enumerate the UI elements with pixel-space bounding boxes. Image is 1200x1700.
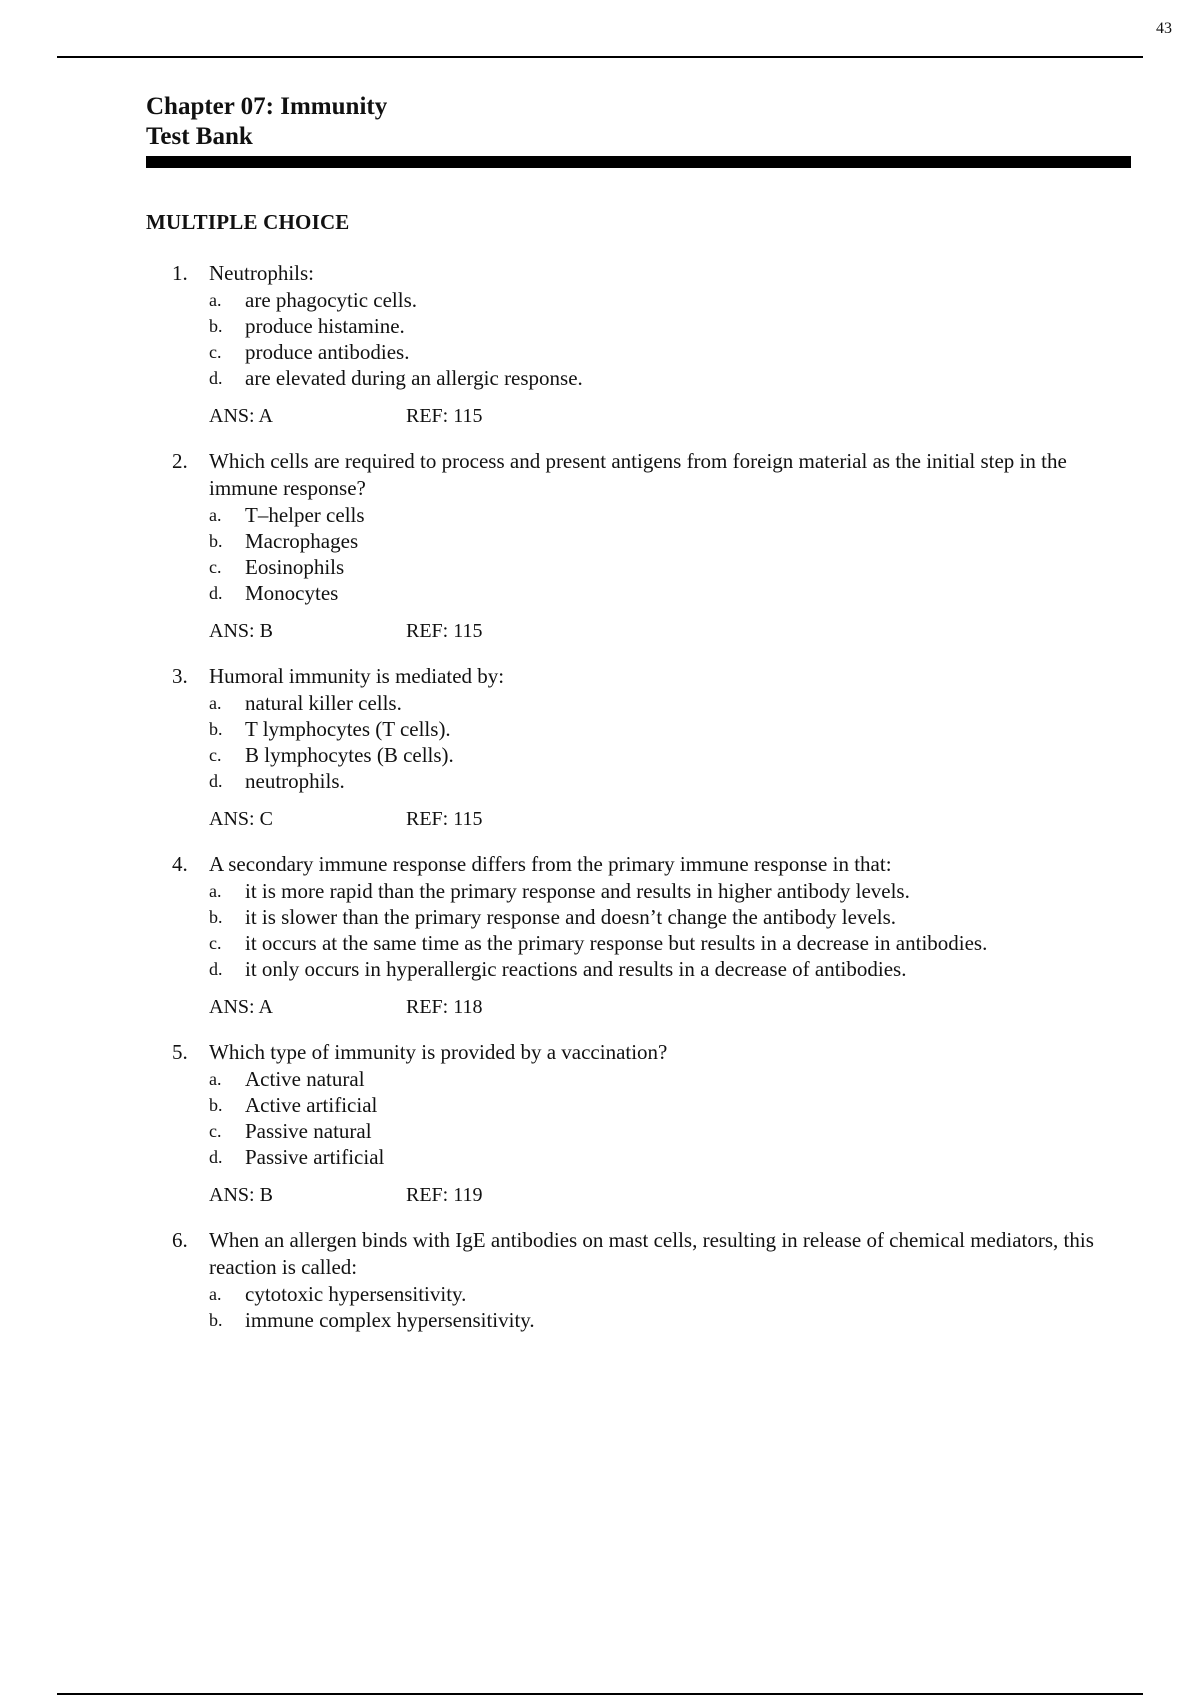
question-number: 3. — [172, 664, 188, 688]
option-text: immune complex hypersensitivity. — [245, 1308, 535, 1332]
answer-reference-row — [209, 994, 1131, 1021]
option-text: produce antibodies. — [245, 340, 410, 364]
option-text: Monocytes — [245, 581, 339, 605]
option-text: Passive artificial — [245, 1145, 385, 1169]
option-letter: a. — [209, 290, 222, 310]
option-letter: d. — [209, 1147, 223, 1167]
answer-reference-row — [209, 403, 1131, 430]
option-text: it only occurs in hyperallergic reactions and results in a decrease of antibodies. — [245, 957, 907, 981]
answer-option — [209, 287, 1131, 313]
option-text: are elevated during an allergic response. — [245, 366, 583, 390]
answer-option — [209, 554, 1131, 580]
answer-option — [209, 528, 1131, 554]
option-letter: a. — [209, 505, 222, 525]
question-text: When an allergen binds with IgE antibodies on mast cells, resulting in release of chemical mediators, this reaction is called: — [209, 1228, 1094, 1279]
question-item — [146, 448, 1131, 645]
answer-option — [209, 1092, 1131, 1118]
option-letter: d. — [209, 959, 223, 979]
answer-option — [209, 956, 1131, 982]
option-letter: c. — [209, 933, 222, 953]
option-text: Macrophages — [245, 529, 359, 553]
question-item — [146, 1039, 1131, 1209]
chapter-title: Chapter 07: Immunity — [146, 93, 388, 120]
answer-option — [209, 878, 1131, 904]
answer-option — [209, 1281, 1131, 1307]
option-text: Active artificial — [245, 1093, 378, 1117]
answer-option — [209, 502, 1131, 528]
answer-option — [209, 930, 1131, 956]
answer-option — [209, 1307, 1131, 1333]
option-text: it is slower than the primary response and doesn’t change the antibody levels. — [245, 905, 897, 929]
document-body — [146, 92, 1131, 1351]
option-list — [209, 287, 1131, 391]
answer-key: ANS: A — [209, 405, 273, 427]
top-rule — [57, 56, 1143, 58]
question-item — [146, 851, 1131, 1021]
option-text: T–helper cells — [245, 503, 365, 527]
question-number: 2. — [172, 449, 188, 473]
option-text: B lymphocytes (B cells). — [245, 743, 454, 767]
option-letter: b. — [209, 1310, 223, 1330]
answer-option — [209, 904, 1131, 930]
answer-option — [209, 716, 1131, 742]
answer-option — [209, 365, 1131, 391]
question-text: Neutrophils: — [209, 261, 314, 285]
option-list — [209, 502, 1131, 606]
answer-option — [209, 339, 1131, 365]
option-letter: d. — [209, 771, 223, 791]
answer-option — [209, 580, 1131, 606]
section-heading: MULTIPLE CHOICE — [146, 210, 350, 234]
option-letter: c. — [209, 342, 222, 362]
option-text: it occurs at the same time as the primary response but results in a decrease in antibodies. — [245, 931, 988, 955]
answer-key: ANS: C — [209, 808, 273, 830]
option-letter: b. — [209, 907, 223, 927]
answer-option — [209, 313, 1131, 339]
page-reference: REF: 115 — [406, 405, 483, 427]
option-letter: a. — [209, 1069, 222, 1089]
option-text: T lymphocytes (T cells). — [245, 717, 451, 741]
answer-option — [209, 742, 1131, 768]
answer-option — [209, 1118, 1131, 1144]
page-reference: REF: 118 — [406, 996, 483, 1018]
question-list — [146, 260, 1131, 1333]
option-letter: d. — [209, 368, 223, 388]
question-number: 1. — [172, 261, 188, 285]
option-text: cytotoxic hypersensitivity. — [245, 1282, 467, 1306]
bottom-rule — [57, 1693, 1143, 1695]
option-text: produce histamine. — [245, 314, 405, 338]
option-letter: b. — [209, 531, 223, 551]
page-reference: REF: 119 — [406, 1184, 483, 1206]
page-number: 43 — [1156, 20, 1172, 37]
question-number: 5. — [172, 1040, 188, 1064]
question-number: 6. — [172, 1228, 188, 1252]
option-list — [209, 1281, 1131, 1333]
option-letter: a. — [209, 881, 222, 901]
question-text: Which cells are required to process and present antigens from foreign material as the initial step in the immune response? — [209, 449, 1067, 500]
question-item — [146, 260, 1131, 430]
option-letter: c. — [209, 557, 222, 577]
option-letter: b. — [209, 316, 223, 336]
question-text: Which type of immunity is provided by a vaccination? — [209, 1040, 668, 1064]
page-reference: REF: 115 — [406, 808, 483, 830]
page-reference: REF: 115 — [406, 620, 483, 642]
answer-option — [209, 1066, 1131, 1092]
option-letter: c. — [209, 745, 222, 765]
title-rule — [146, 156, 1131, 168]
option-text: Active natural — [245, 1067, 365, 1091]
option-letter: b. — [209, 719, 223, 739]
answer-reference-row — [209, 1182, 1131, 1209]
answer-key: ANS: B — [209, 620, 273, 642]
question-number: 4. — [172, 852, 188, 876]
option-text: natural killer cells. — [245, 691, 402, 715]
option-letter: a. — [209, 693, 222, 713]
option-text: Passive natural — [245, 1119, 372, 1143]
answer-reference-row — [209, 806, 1131, 833]
option-letter: c. — [209, 1121, 222, 1141]
answer-option — [209, 690, 1131, 716]
question-text: A secondary immune response differs from the primary immune response in that: — [209, 852, 892, 876]
option-letter: a. — [209, 1284, 222, 1304]
question-item — [146, 663, 1131, 833]
answer-reference-row — [209, 618, 1131, 645]
test-bank-subtitle: Test Bank — [146, 123, 253, 150]
option-text: it is more rapid than the primary response and results in higher antibody levels. — [245, 879, 910, 903]
answer-option — [209, 1144, 1131, 1170]
option-letter: b. — [209, 1095, 223, 1115]
option-text: are phagocytic cells. — [245, 288, 417, 312]
question-item — [146, 1227, 1131, 1333]
option-letter: d. — [209, 583, 223, 603]
option-text: Eosinophils — [245, 555, 345, 579]
option-list — [209, 878, 1131, 982]
option-list — [209, 690, 1131, 794]
answer-key: ANS: A — [209, 996, 273, 1018]
answer-key: ANS: B — [209, 1184, 273, 1206]
option-list — [209, 1066, 1131, 1170]
answer-option — [209, 768, 1131, 794]
question-text: Humoral immunity is mediated by: — [209, 664, 505, 688]
option-text: neutrophils. — [245, 769, 345, 793]
